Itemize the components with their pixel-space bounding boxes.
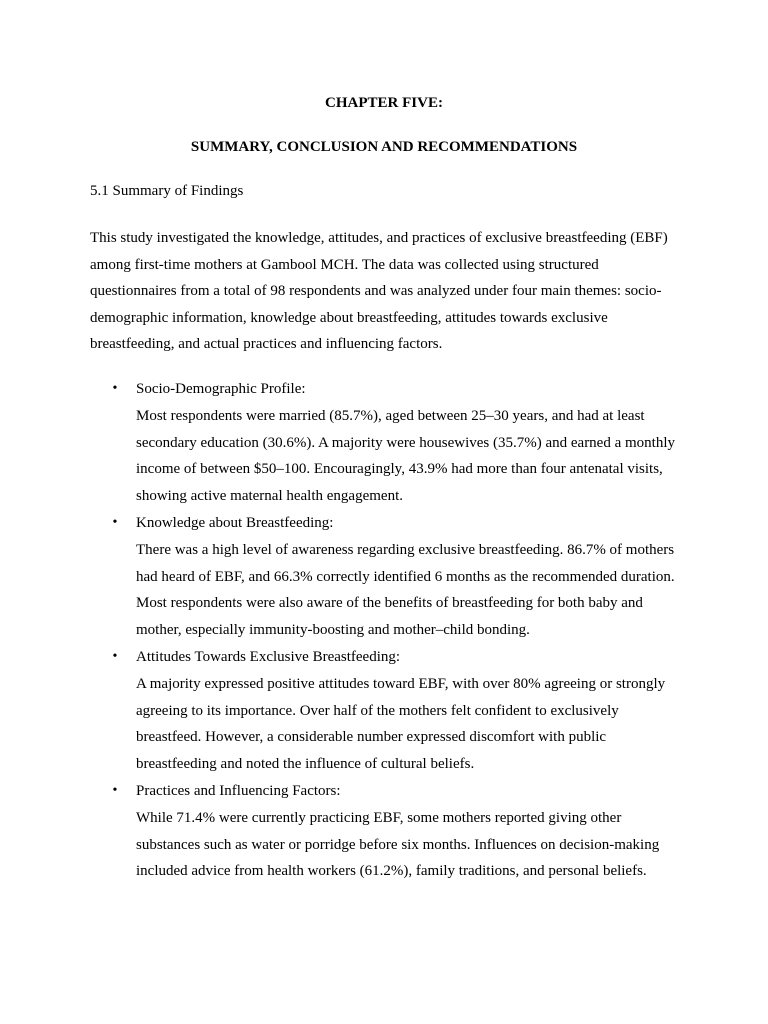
finding-title: Knowledge about Breastfeeding: [136,514,334,531]
finding-title: Socio-Demographic Profile: [136,381,306,397]
finding-item [90,510,680,644]
finding-item [90,644,680,778]
bullet-icon: • [112,514,118,530]
bullet-icon: • [112,381,118,396]
bullet-icon: • [112,782,118,798]
finding-body: Most respondents were married (85.7%), aged between 25–30 years, and had at least secondary education (30.6%). A majority were housewives (35.7%) and earned a monthly income of between $50–100. Encouragingly, 43.9% had more than four antenatal visits, showing active maternal health engagement. [136,407,676,505]
intro-paragraph: This study investigated the knowledge, attitudes, and practices of exclusive breastfeeding (EBF) among first-time mothers at Gambool MCH. The data was collected using structured questionnaires from a total of 98 respondents and was analyzed under four main themes: socio-demographic information, knowledge about breastfeeding, attitudes towards exclusive breastfeeding, and actual practices and influencing factors. [90,230,668,353]
finding-title: Practices and Influencing Factors: [136,782,341,799]
finding-item [90,376,680,510]
finding-body: While 71.4% were currently practicing EBF, some mothers reported giving other substances such as water or porridge before six months. Influences on decision-making included advice from health workers (61.2%), family traditions, and personal beliefs. [136,809,660,880]
bullet-icon: • [112,648,118,664]
finding-body: A majority expressed positive attitudes toward EBF, with over 80% agreeing or strongly agreeing to its importance. Over half of the mothers felt confident to exclusively breastfeed. However, a considerable number expressed discomfort with public breastfeeding and noted the influence of cultural beliefs. [136,675,666,773]
chapter-heading: CHAPTER FIVE: [325,95,443,111]
finding-item [90,778,680,885]
section-heading: 5.1 Summary of Findings [90,183,244,199]
chapter-title: SUMMARY, CONCLUSION AND RECOMMENDATIONS [190,139,578,155]
findings-list [90,376,680,885]
finding-body: There was a high level of awareness regarding exclusive breastfeeding. 86.7% of mothers had heard of EBF, and 66.3% correctly identified 6 months as the recommended duration. Most respondents were also aware of the benefits of breastfeeding for both baby and mother, especially immunity-boosting and mother–child bonding. [136,541,675,639]
finding-title: Attitudes Towards Exclusive Breastfeeding: [136,648,401,665]
